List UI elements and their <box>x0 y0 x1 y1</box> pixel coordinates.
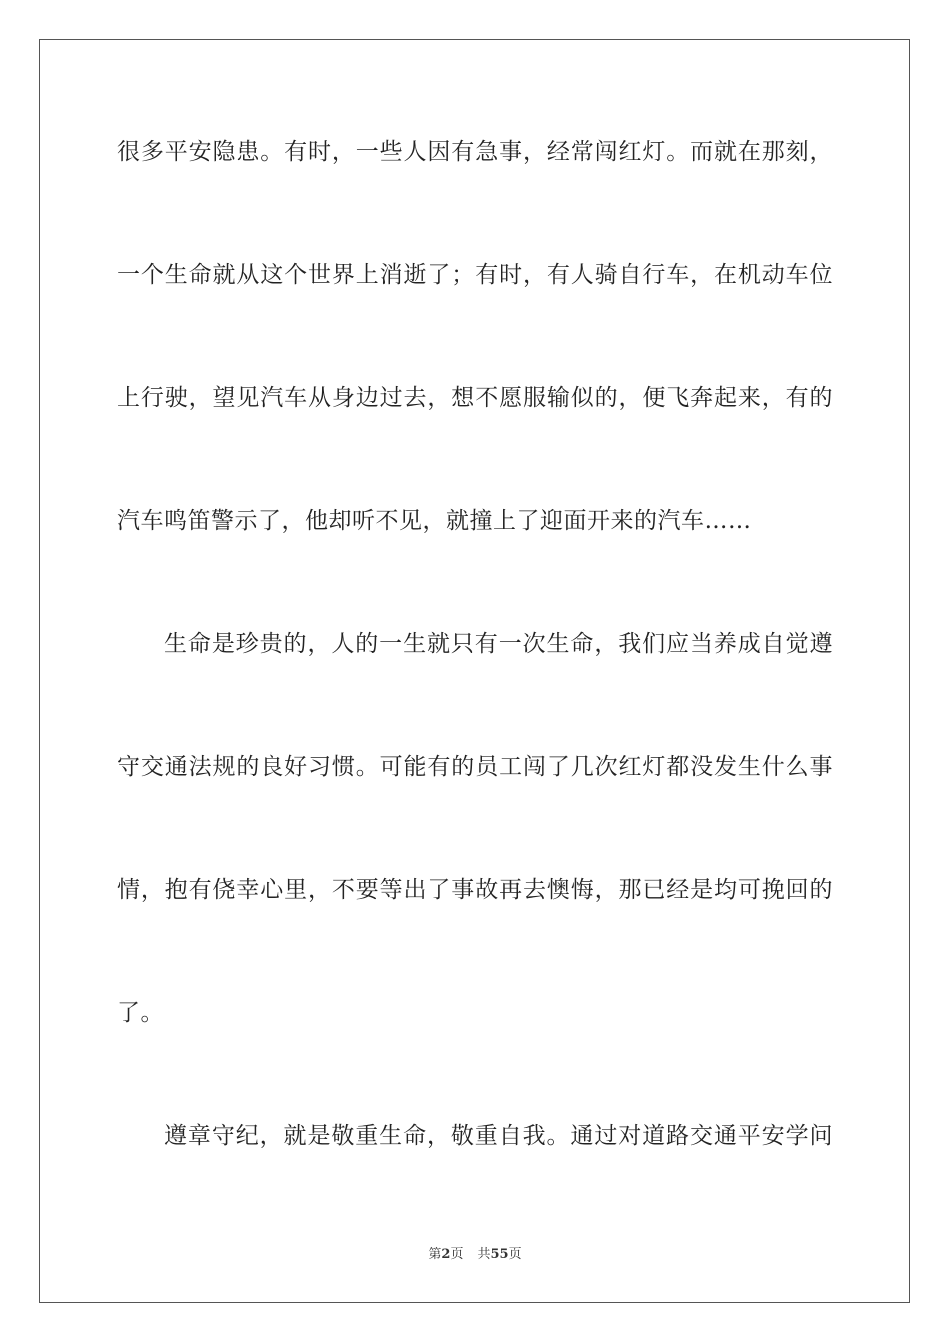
total-label-suffix: 页 <box>508 1247 522 1262</box>
text-line-5: 生命是珍贵的，人的一生就只有一次生命，我们应当养成自觉遵 <box>164 631 833 657</box>
page-label-suffix: 页 <box>450 1247 464 1262</box>
text-line-7: 情，抱有侥幸心里，不要等出了事故再去懊悔，那已经是均可挽回的 <box>117 877 833 903</box>
text-line-3: 上行驶，望见汽车从身边过去，想不愿服输似的，便飞奔起来，有的 <box>117 385 833 411</box>
text-line-1: 很多平安隐患。有时，一些人因有急事，经常闯红灯。而就在那刻， <box>117 139 833 165</box>
page-footer <box>0 1246 950 1264</box>
text-line-6: 守交通法规的良好习惯。可能有的员工闯了几次红灯都没发生什么事 <box>117 754 833 780</box>
text-line-8: 了。 <box>117 1000 164 1026</box>
text-line-9: 遵章守纪，就是敬重生命，敬重自我。通过对道路交通平安学问 <box>164 1123 833 1149</box>
page-number: 2 <box>441 1247 451 1262</box>
total-pages: 55 <box>490 1247 509 1262</box>
total-label-prefix: 共 <box>477 1247 491 1262</box>
text-line-4: 汽车鸣笛警示了，他却听不见，就撞上了迎面开来的汽车…… <box>117 508 752 534</box>
page-label-prefix: 第 <box>428 1247 442 1262</box>
page-border <box>39 39 910 1303</box>
text-line-2: 一个生命就从这个世界上消逝了；有时，有人骑自行车，在机动车位 <box>117 262 833 288</box>
